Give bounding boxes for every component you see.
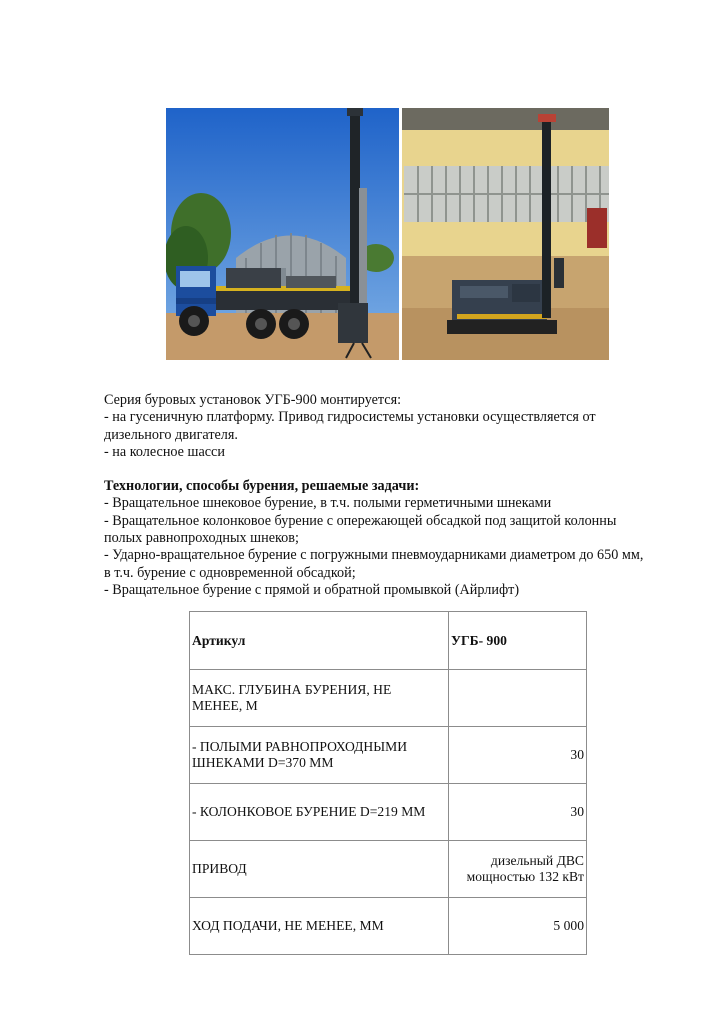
param-text: - ПОЛЫМИ РАВНОПРОХОДНЫМИ (192, 739, 408, 754)
value-cell (449, 898, 587, 955)
intro-line: Серия буровых установок УГБ-900 монтируется: (104, 392, 402, 408)
table-row (190, 841, 587, 898)
truck-rig-photo (166, 108, 399, 360)
tech-line: в т.ч. бурение с одновременной обсадкой; (104, 564, 356, 581)
param-text: МАКС. ГЛУБИНА БУРЕНИЯ, НЕ (192, 682, 392, 697)
value-text: мощностью 132 кВт (466, 869, 584, 884)
tech-line: - Ударно-вращательное бурение с погружными пневмоударниками диаметром до 650 мм, (104, 547, 644, 564)
value-text: 30 (570, 747, 584, 762)
param-cell (190, 898, 449, 955)
header-value-cell: УГБ- 900 (449, 612, 587, 670)
table-row (190, 898, 587, 955)
spec-table (189, 611, 587, 955)
param-text: ХОД ПОДАЧИ, НЕ МЕНЕЕ, ММ (192, 918, 384, 933)
value-text: 30 (570, 804, 584, 819)
tech-line: - Вращательное шнековое бурение, в т.ч. полыми герметичными шнеками (104, 495, 552, 512)
param-text: - КОЛОНКОВОЕ БУРЕНИЕ D=219 ММ (192, 804, 426, 819)
param-cell (190, 727, 449, 784)
param-cell (190, 670, 449, 727)
intro-line: - на гусеничную платформу. Привод гидросистемы установки осуществляется от (104, 409, 596, 426)
truck-mounted-drilling-rig-photo (166, 108, 399, 360)
param-text: ШНЕКАМИ D=370 ММ (192, 755, 334, 770)
param-cell (190, 841, 449, 898)
value-cell (449, 784, 587, 841)
tech-line: - Вращательное бурение с прямой и обратной промывкой (Айрлифт) (104, 581, 520, 598)
table-row (190, 670, 587, 727)
intro-line: - на колесное шасси (104, 443, 225, 460)
value-cell (449, 727, 587, 784)
tracked-drilling-rig-photo (402, 108, 609, 360)
paragraph-gap (104, 461, 664, 478)
table-row (190, 727, 587, 784)
value-cell (449, 841, 587, 898)
header-param-cell: Артикул (190, 612, 449, 670)
param-text: МЕНЕЕ, М (192, 698, 258, 713)
param-cell (190, 784, 449, 841)
tracked-rig-photo (402, 108, 609, 360)
param-text: ПРИВОД (192, 861, 247, 876)
value-cell (449, 670, 587, 727)
table-header-row (190, 612, 587, 670)
value-text: 5 000 (553, 918, 584, 933)
tech-line: - Вращательное колонковое бурение с опережающей обсадкой под защитой колонны (104, 512, 617, 529)
table-row (190, 784, 587, 841)
tech-line: полых равнопроходных шнеков; (104, 530, 299, 547)
value-text: дизельный ДВС (490, 853, 584, 868)
intro-line: дизельного двигателя. (104, 426, 238, 443)
tech-heading: Технологии, способы бурения, решаемые задачи: (104, 478, 420, 495)
